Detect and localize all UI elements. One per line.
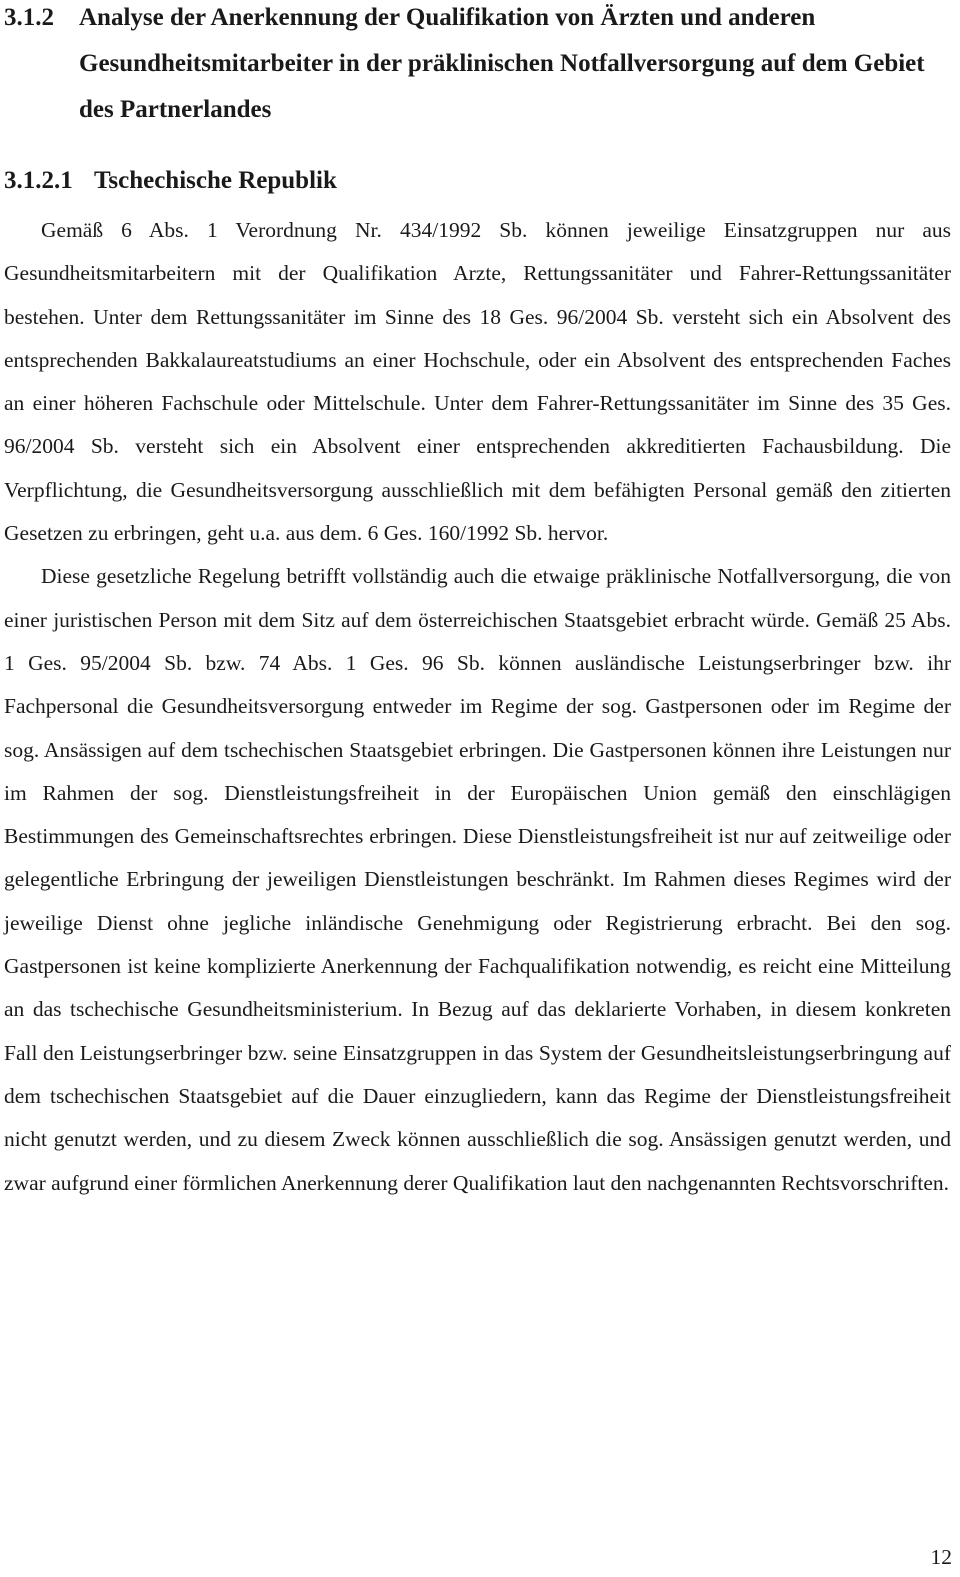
page-number: 12 [930, 1545, 952, 1569]
section-title: Analyse der Anerkennung der Qualifikation von Ärzten und anderen Gesundheitsmitarbeiter in der präklinischen Notfallversorgung auf dem Gebiet des Partnerlandes [79, 4, 925, 123]
subsection-title: Tschechische Republik [94, 167, 337, 194]
section-number: 3.1.2 [4, 4, 54, 31]
paragraph: Diese gesetzliche Regelung betrifft vollständig auch die etwaige präklinische Notfallversorgung, die von einer juristischen Person mit dem Sitz auf dem österreichischen Staatsgebiet erbracht würde. Gemäß 25 Abs. 1 Ges. 95/2004 Sb. bzw. 74 Abs. 1 Ges. 96 Sb. können ausländische Leistungserbringer bzw. ihr Fachpersonal die Gesundheitsversorgung entweder im Regime der sog. Gastpersonen oder im Regime der sog. Ansässigen auf dem tschechischen Staatsgebiet erbringen. Die Gastpersonen können ihre Leistungen nur im Rahmen der sog. Dienstleistungsfreiheit in der Europäischen Union gemäß den einschlägigen Bestimmungen des Gemeinschaftsrechtes erbringen. Diese Dienstleistungsfreiheit ist nur auf zeitweilige oder gelegentliche Erbringung der jeweiligen Dienstleistungen beschränkt. Im Rahmen dieses Regimes wird der jeweilige Dienst ohne jegliche inländische Genehmigung oder Registrierung erbracht. Bei den sog. Gastpersonen ist keine komplizierte Anerkennung der Fachqualifikation notwendig, es reicht eine Mitteilung an das tschechische Gesundheitsministerium. In Bezug auf das deklarierte Vorhaben, in diesem konkreten Fall den Leistungserbringer bzw. seine Einsatzgruppen in das System der Gesundheitsleistungserbringung auf dem tschechischen Staatsgebiet auf die Dauer einzugliedern, kann das Regime der Dienstleistungsfreiheit nicht genutzt werden, und zu diesem Zweck können ausschließlich die sog. Ansässigen genutzt werden, und zwar aufgrund einer förmlichen Anerkennung derer Qualifikation laut den nachgenannten Rechtsvorschriften. [4, 564, 951, 1195]
subsection-heading [4, 158, 954, 204]
section-heading [4, 0, 954, 133]
body-text [4, 209, 951, 1205]
subsection-number: 3.1.2.1 [4, 167, 73, 194]
paragraph: Gemäß 6 Abs. 1 Verordnung Nr. 434/1992 Sb. können jeweilige Einsatzgruppen nur aus Gesundheitsmitarbeitern mit der Qualifikation Arzte, Rettungssanitäter und Fahrer-Rettungssanitäter bestehen. Unter dem Rettungssanitäter im Sinne des 18 Ges. 96/2004 Sb. versteht sich ein Absolvent des entsprechenden Bakkalaureatstudiums an einer Hochschule, oder ein Absolvent des entsprechenden Faches an einer höheren Fachschule oder Mittelschule. Unter dem Fahrer-Rettungssanitäter im Sinne des 35 Ges. 96/2004 Sb. versteht sich ein Absolvent einer entsprechenden akkreditierten Fachausbildung. Die Verpflichtung, die Gesundheitsversorgung ausschließlich mit dem befähigten Personal gemäß den zitierten Gesetzen zu erbringen, geht u.a. aus dem. 6 Ges. 160/1992 Sb. hervor. [4, 218, 951, 546]
